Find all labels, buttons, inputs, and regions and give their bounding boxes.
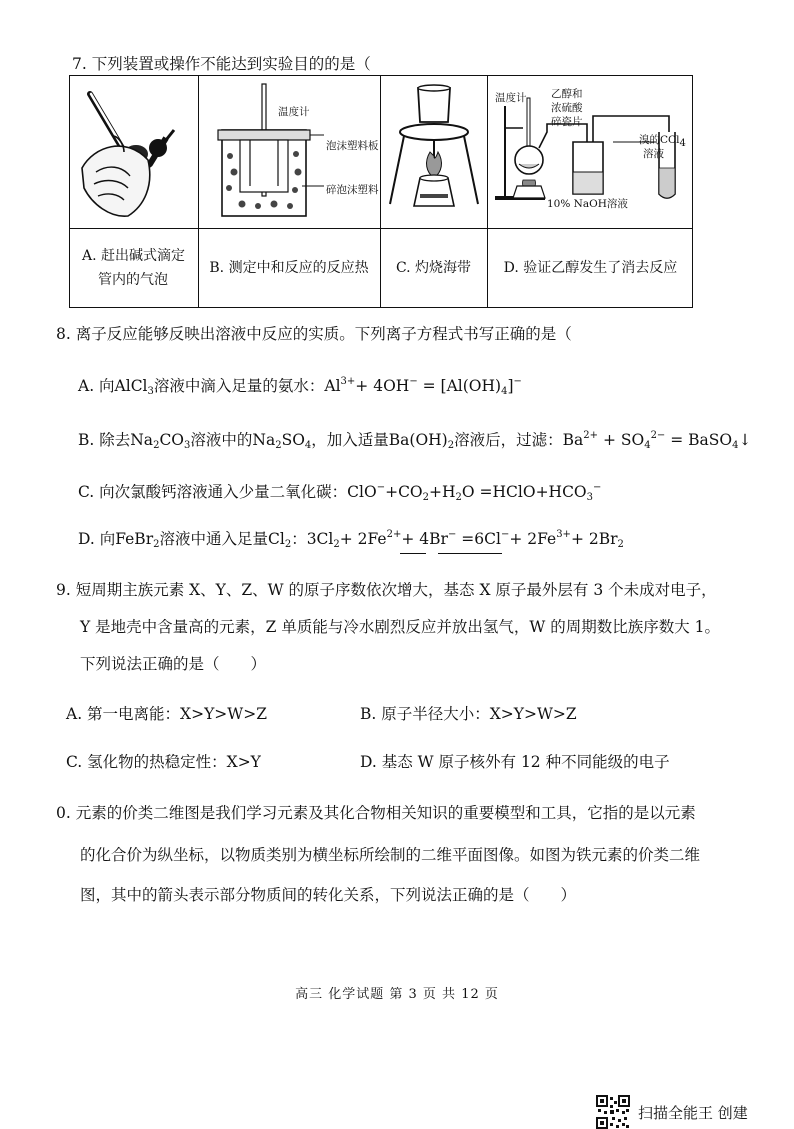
q9-option-b: B. 原子半径大小：X>Y>W>Z [360,705,577,723]
burette-hand-drawing [70,76,198,228]
q9-option-d: D. 基态 W 原子核外有 12 种不同能级的电子 [360,753,670,771]
q7-title: 7. 下列装置或操作不能达到实验目的的是（ [72,55,371,73]
q8-option-d: D. 向FeBr$_2$溶液中通入足量$Cl_2$：$3Cl_2+ 2Fe^{2+}+ 4Br^- =6Cl^-+ 2Fe^{3+}+ 2Br_2$ [78,529,624,550]
q10-line-2: 的化合价为纵坐标，以物质类别为横坐标所绘制的二维平面图像。如图为铁元素的价类二维 [80,846,701,864]
underline-mark-1 [400,553,426,554]
q9-option-c: C. 氢化物的热稳定性：X>Y [66,753,261,771]
q10-line-1: 0. 元素的价类二维图是我们学习元素及其化合物相关知识的重要模型和工具，它指的是以元素 [56,804,696,822]
q7-option-c: C. 灼烧海带 [395,259,472,276]
naoh-label: 10% NaOH溶液 [547,198,628,210]
scanner-label: 扫描全能王 创建 [638,1103,748,1122]
q8-option-a: A. 向AlCl$_3$溶液中滴入足量的氨水：$Al^{3+}+ 4OH^- = [Al(OH)_4]^-$ [78,376,522,397]
foam-board-label: 泡沫塑料板 [326,140,379,152]
q9-line-2: Y 是地壳中含量高的元素，Z 单质能与冷水剧烈反应并放出氢气，W 的周期数比族序数大 1。 [80,618,721,636]
q9-option-a: A. 第一电离能：X>Y>W>Z [66,705,267,723]
q8-title: 8. 离子反应能够反映出溶液中反应的实质。下列离子方程式书写正确的是（ [56,325,572,343]
elimination-setup-drawing [487,76,694,228]
calorimeter-drawing [198,76,380,228]
foam-crumbs-label: 碎泡沫塑料 [326,184,379,196]
q8-option-c: C. 向次氯酸钙溶液通入少量二氧化碳：$ClO^-+CO_2+H_2O$ $=HClO+HCO_3^-$ [78,482,602,503]
q7-option-b: B. 测定中和反应的反应热 [209,259,369,276]
q7-option-a: A. 赶出碱式滴定 管内的气泡 [82,247,186,288]
page-footer: 高三 化学试题 第 3 页 共 12 页 [295,987,499,1002]
ethanol-label-3: 碎瓷片 [551,116,583,128]
thermometer-d-label: 温度计 [495,92,527,104]
q9-line-1: 9. 短周期主族元素 X、Y、Z、W 的原子序数依次增大，基态 X 原子最外层有 3 个未成对电子， [56,581,717,599]
bromine-label-2: 溶液 [643,148,664,160]
apparatus-table [69,75,693,308]
q9-line-3: 下列说法正确的是（ ） [80,655,267,673]
crucible-drawing [380,76,487,228]
ethanol-label-2: 浓硫酸 [551,102,583,114]
q10-line-3: 图，其中的箭头表示部分物质间的转化关系，下列说法正确的是（ ） [80,886,577,904]
bromine-label: 溴的CCl$_4$ [639,134,686,149]
underline-mark-2 [438,553,502,554]
q8-option-b: B. 除去$Na_2CO_3$溶液中的$Na_2SO_4$，加入适量$Ba(OH)_2$溶液后，过滤：$Ba^{2+} + SO_4^{2-}$ = BaSO$_4$↓ [78,430,752,451]
q7-option-d: D. 验证乙醇发生了消去反应 [503,259,678,276]
thermometer-label: 温度计 [278,106,310,118]
ethanol-label-1: 乙醇和 [551,88,583,100]
